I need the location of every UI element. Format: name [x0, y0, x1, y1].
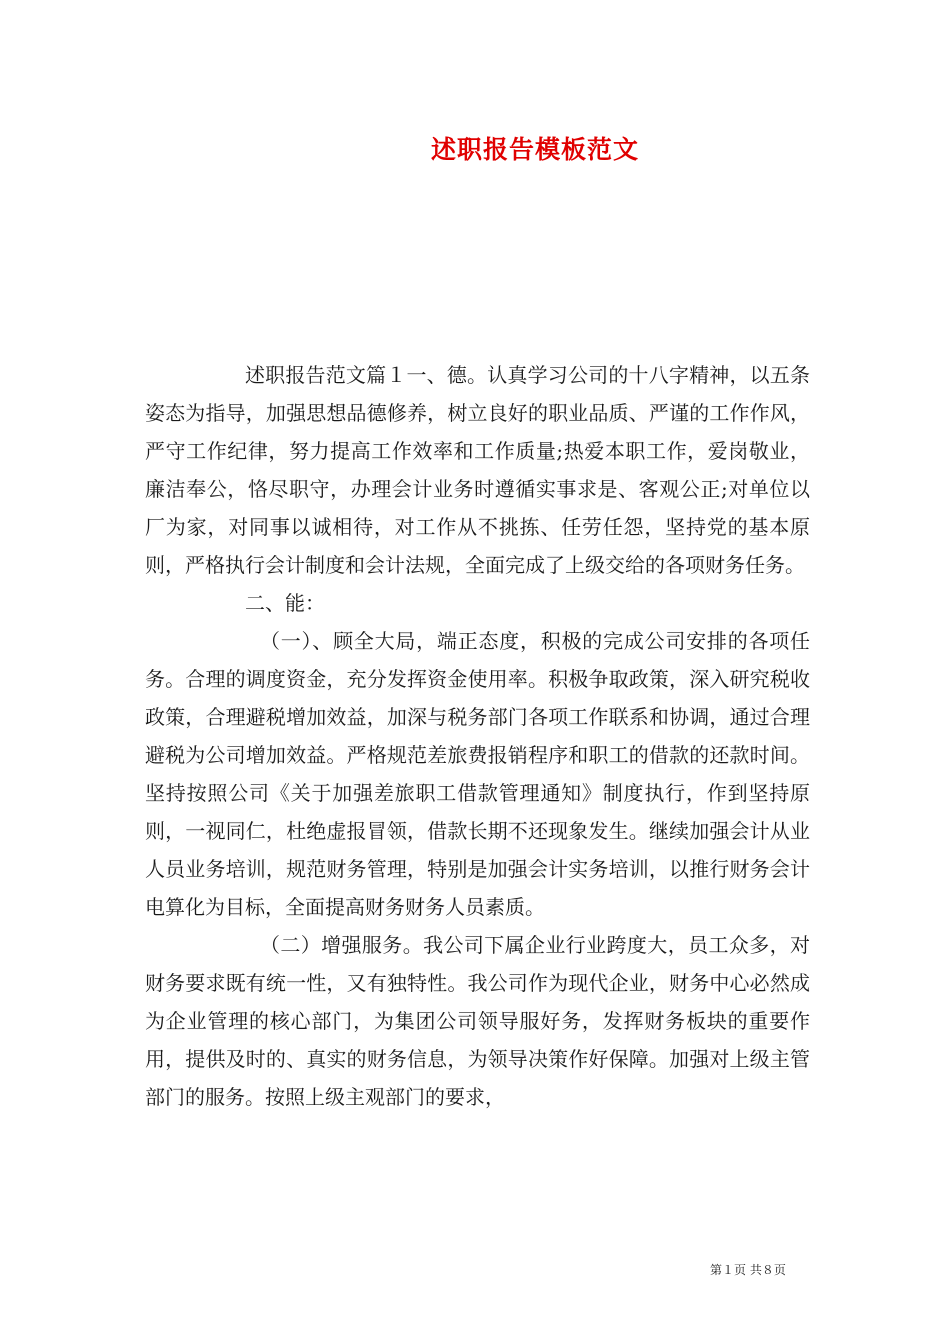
paragraph-1: 述职报告范文篇１一、德。认真学习公司的十八字精神，以五条姿态为指导，加强思想品德修养，树立良好的职业品质、严谨的工作作风，严守工作纪律，努力提高工作效率和工作质量;热爱本职工作，爱岗敬业，廉洁奉公，恪尽职守，办理会计业务时遵循实事求是、客观公正;对单位以厂为家，对同事以诚相待，对工作从不挑拣、任劳任怨，坚持党的基本原则，严格执行会计制度和会计法规，全面完成了上级交给的各项财务任务。 [145, 363, 810, 577]
document-body [145, 356, 810, 1116]
document-title: 述职报告模板范文 [430, 135, 639, 164]
paragraph-3: （一）、顾全大局，端正态度，积极的完成公司安排的各项任务。合理的调度资金，充分发挥资金使用率。积极争取政策，深入研究税收政策，合理避税增加效益，加深与税务部门各项工作联系和协调，通过合理避税为公司增加效益。严格规范差旅费报销程序和职工的借款的还款时间。坚持按照公司《关于加强差旅职工借款管理通知》制度执行，作到坚持原则，一视同仁，杜绝虚报冒领，借款长期不还现象发生。继续加强会计从业人员业务培训，规范财务管理，特别是加强会计实务培训，以推行财务会计电算化为目标，全面提高财务财务人员素质。 [145, 629, 810, 919]
page-number: 第１页 共８页 [710, 1263, 786, 1277]
paragraph-2-heading: 二、能： [245, 591, 325, 615]
paragraph-4: （二）增强服务。我公司下属企业行业跨度大，员工众多，对财务要求既有统一性，又有独特性。我公司作为现代企业，财务中心必然成为企业管理的核心部门，为集团公司领导服好务，发挥财务板块的重要作用，提供及时的、真实的财务信息，为领导决策作好保障。加强对上级主管部门的服务。按照上级主观部门的要求， [145, 933, 810, 1109]
